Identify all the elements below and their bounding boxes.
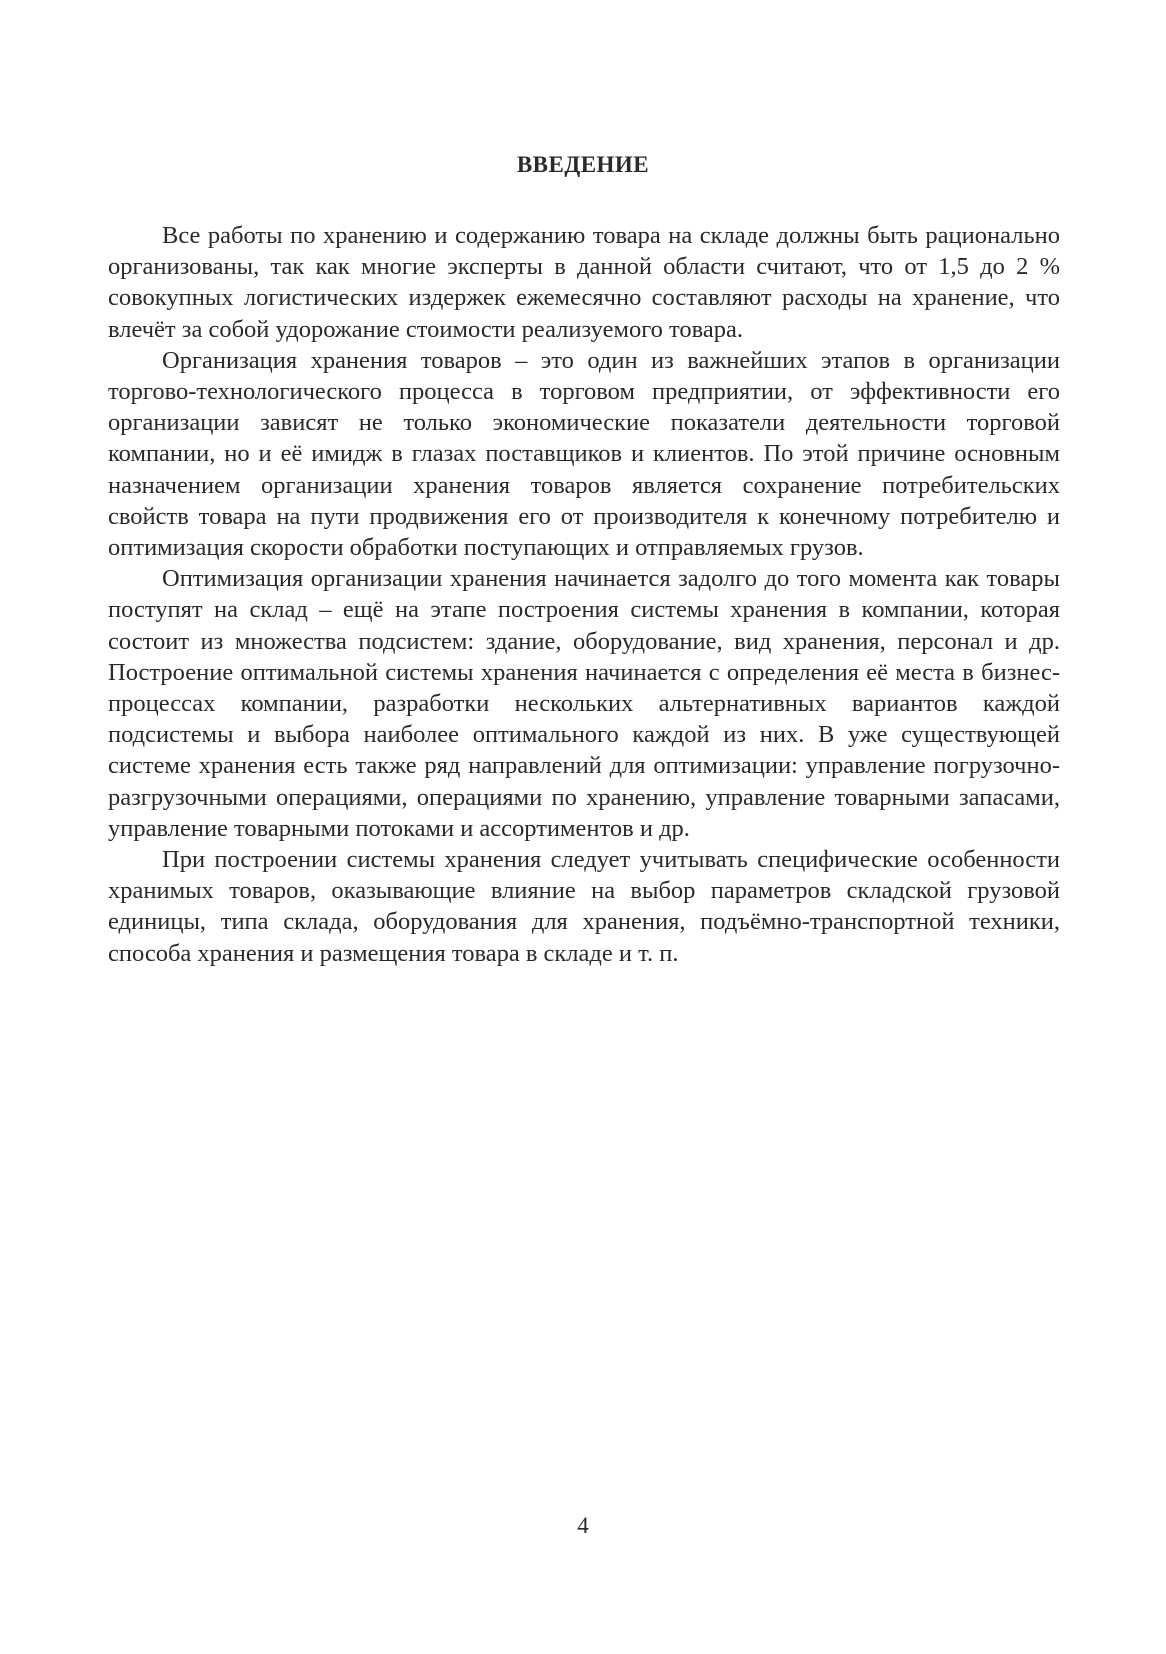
paragraph-3: Оптимизация организации хранения начинается задолго до того момента как товары поступят на склад – ещё на этапе построения системы хранения в компании, которая состоит из множества подсистем: здание, оборудование, вид хранения, персонал и др. Построение оптимальной системы хранения начинается с определения её места в бизнес-процессах компании, разработки нескольких альтернативных вариантов каждой подсистемы и выбора наиболее оптимального каждой из них. В уже существующей системе хранения есть также ряд направлений для оптимизации: управление погрузочно-разгрузочными операциями, операциями по хранению, управление товарными запасами, управление товарными потоками и ассортиментов и др. (108, 565, 1060, 842)
paragraph-4: При построении системы хранения следует учитывать специфические особенности хранимых товаров, оказывающие влияние на выбор параметров складской грузовой единицы, типа склада, оборудования для хранения, подъёмно-транспортной техники, способа хранения и размещения товара в складе и т. п. (108, 846, 1060, 967)
body-text (108, 220, 1060, 969)
page-number: 4 (577, 1513, 589, 1538)
page-title: ВВЕДЕНИЕ (516, 152, 650, 177)
paragraph-1: Все работы по хранению и содержанию товара на складе должны быть рационально организованы, так как многие эксперты в данной области считают, что от 1,5 до 2 % совокупных логистических издержек ежемесячно составляют расходы на хранение, что влечёт за собой удорожание стоимости реализуемого товара. (108, 222, 1060, 343)
paragraph-2: Организация хранения товаров – это один из важнейших этапов в организации торгово-технологического процесса в торговом предприятии, от эффективности его организации зависят не только экономические показатели деятельности торговой компании, но и её имидж в глазах поставщиков и клиентов. По этой причине основным назначением организации хранения товаров является сохранение потребительских свойств товара на пути продвижения его от производителя к конечному потребителю и оптимизация скорости обработки поступающих и отправляемых грузов. (108, 346, 1060, 562)
